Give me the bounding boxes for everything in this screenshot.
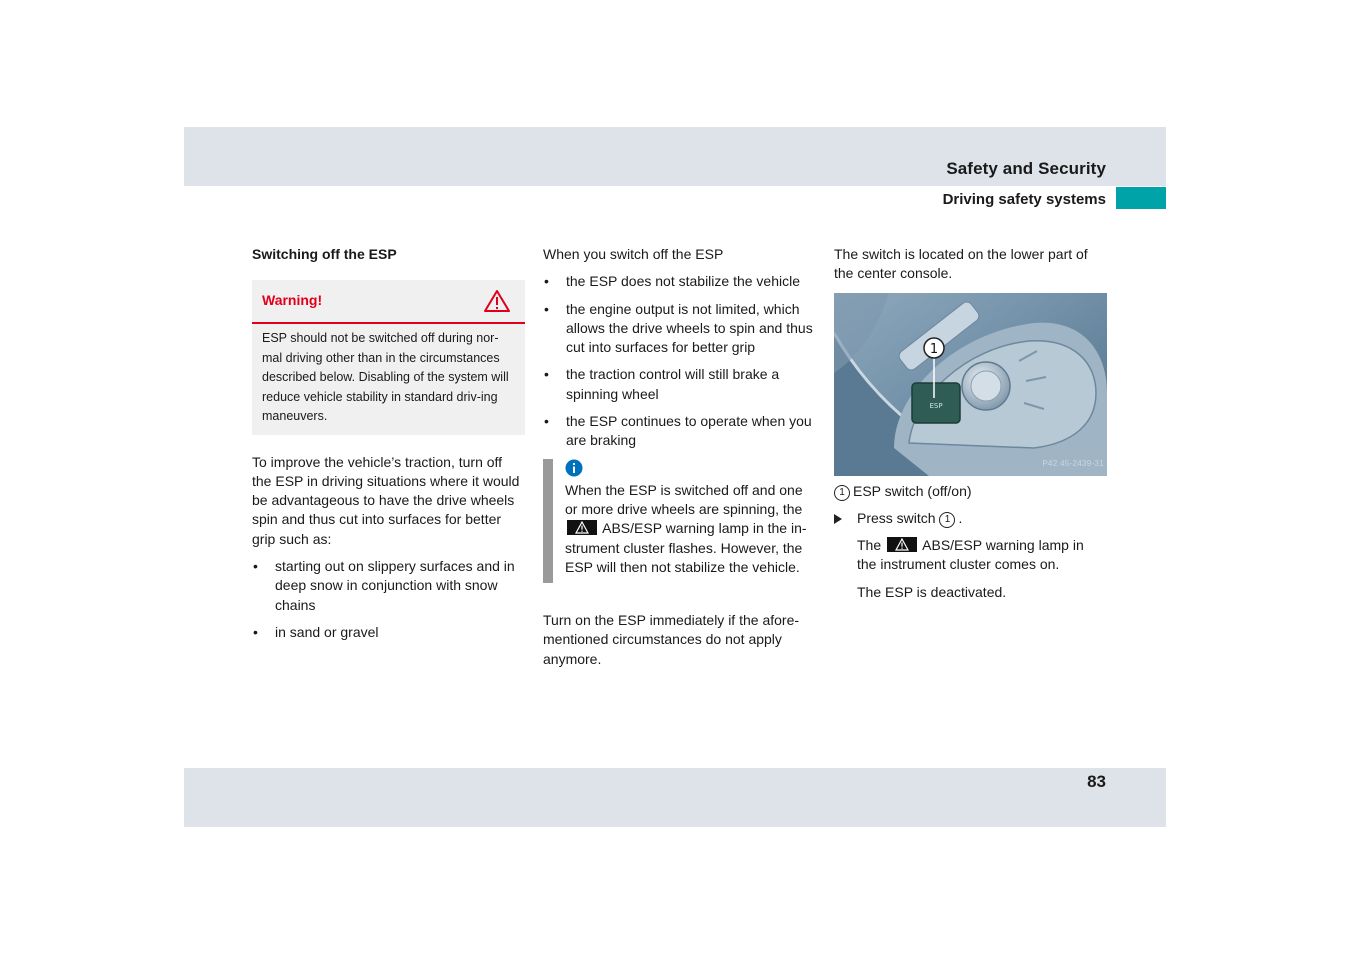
info-text bbox=[565, 481, 818, 583]
switch-location-text: The switch is located on the lower part of the center console. bbox=[834, 246, 1088, 282]
photo-caption bbox=[834, 482, 1107, 501]
column-1 bbox=[252, 245, 525, 650]
callout-number-icon: 1 bbox=[939, 512, 955, 528]
callout-number-icon: 1 bbox=[834, 485, 850, 501]
step-end: . bbox=[958, 509, 963, 526]
info-bar bbox=[543, 459, 553, 583]
step-result-deactivated: The ESP is deactivated. bbox=[857, 583, 1007, 600]
warning-box bbox=[252, 280, 525, 435]
warning-triangle-icon bbox=[483, 289, 511, 313]
list-item: • the ESP does not stabilize the vehicle bbox=[543, 272, 818, 291]
info-text-part: ABS/ESP warning lamp in the in-strument cluster flashes. However, the ESP will then not stabilize the vehicle. bbox=[565, 520, 807, 575]
page-number: 83 bbox=[1087, 772, 1106, 791]
traction-paragraph: To improve the vehicle’s traction, turn off the ESP in driving situations where it would be advantageous to have the drive wheels spin and thus cut into surfaces for better grip such as: bbox=[252, 453, 520, 547]
warning-title: Warning! bbox=[262, 292, 323, 309]
list-item: • the ESP continues to operate when you are braking bbox=[543, 412, 818, 451]
situation-list bbox=[252, 557, 525, 642]
chapter-title: Safety and Security bbox=[946, 159, 1106, 178]
info-icon bbox=[565, 459, 583, 477]
section-tab-marker bbox=[1116, 187, 1166, 209]
subsection-heading: Switching off the ESP bbox=[252, 246, 397, 262]
list-item: • the traction control will still brake a spinning wheel bbox=[543, 365, 818, 404]
footer-band bbox=[184, 768, 1166, 827]
center-console-photo bbox=[834, 293, 1107, 476]
warning-lamp-icon bbox=[567, 520, 597, 535]
warning-body: ESP should not be switched off during nor-mal driving other than in the circumstances described below. Disabling of the system will reduce vehicle stability in standard driv-ing maneuvers. bbox=[262, 331, 509, 423]
column-3 bbox=[834, 245, 1107, 610]
svg-text:ESP: ESP bbox=[929, 401, 943, 410]
warning-lamp-icon bbox=[887, 537, 917, 552]
result-text-part: The bbox=[857, 537, 882, 554]
closing-paragraph: Turn on the ESP immediately if the afore-mentioned circumstances do not apply anymore. bbox=[543, 612, 800, 667]
info-text-part: When the ESP is switched off and one or more drive wheels are spinning, the bbox=[565, 481, 803, 517]
column-2 bbox=[543, 245, 818, 677]
list-item: • in sand or gravel bbox=[252, 623, 525, 642]
step-text: Press switch bbox=[857, 509, 936, 526]
instruction-step bbox=[834, 509, 1107, 528]
photo-reference-code: P42.45-2439-31 bbox=[1042, 459, 1104, 469]
result-text-part: ABS/ESP warning lamp in the instrument cluster comes on. bbox=[857, 537, 1084, 573]
step-result-lamp bbox=[834, 536, 1107, 575]
effects-intro: When you switch off the ESP bbox=[543, 246, 724, 262]
effects-list bbox=[543, 272, 818, 450]
warning-header bbox=[252, 280, 525, 324]
caption-text: ESP switch (off/on) bbox=[853, 482, 972, 499]
step-arrow-icon bbox=[834, 514, 842, 524]
section-title: Driving safety systems bbox=[942, 191, 1106, 208]
list-item: • starting out on slippery surfaces and in deep snow in conjunction with snow chains bbox=[252, 557, 525, 615]
photo-callout-number: 1 bbox=[929, 341, 939, 357]
info-note bbox=[543, 459, 818, 583]
list-item: • the engine output is not limited, which allows the drive wheels to spin and thus cut into surfaces for better grip bbox=[543, 300, 818, 358]
